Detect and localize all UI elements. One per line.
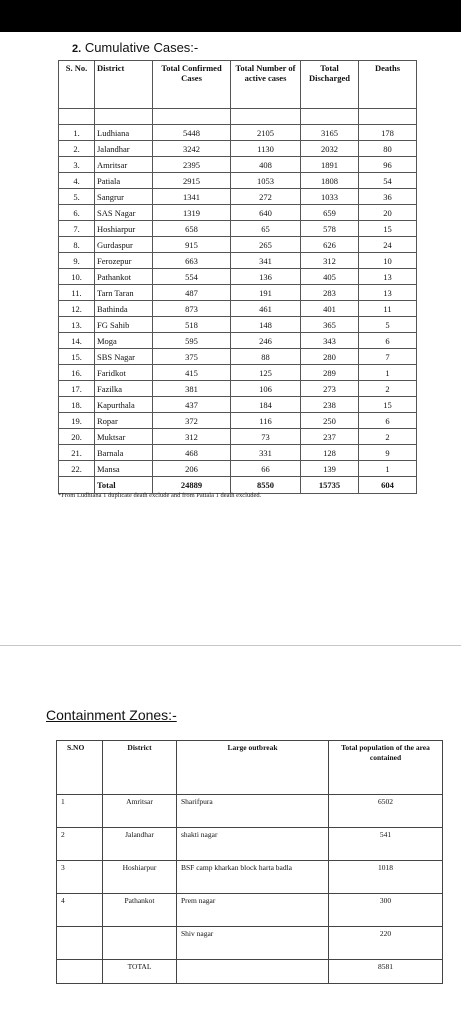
discharged-cell: 343: [301, 333, 359, 349]
sno-cell: 21.: [59, 445, 95, 461]
table-row: [59, 125, 417, 141]
section-number: 2.: [72, 43, 82, 55]
sno-cell: 4: [57, 894, 103, 927]
sno-cell: 19.: [59, 413, 95, 429]
district-cell: Mansa: [95, 461, 153, 477]
table-header-row: [59, 61, 417, 109]
table-row: [59, 253, 417, 269]
header-population: Total population of the area contained: [329, 741, 443, 795]
outbreak-cell: Shiv nagar: [177, 927, 329, 960]
sno-cell: 1.: [59, 125, 95, 141]
district-cell: Tarn Taran: [95, 285, 153, 301]
active-cell: 73: [231, 429, 301, 445]
discharged-cell: 365: [301, 317, 359, 333]
deaths-cell: 15: [359, 397, 417, 413]
confirmed-cell: 415: [153, 365, 231, 381]
table-row: [59, 285, 417, 301]
total-population-cell: 8581: [329, 960, 443, 984]
district-cell: Hoshiarpur: [95, 221, 153, 237]
confirmed-cell: 658: [153, 221, 231, 237]
table-row: [59, 237, 417, 253]
active-cell: 106: [231, 381, 301, 397]
confirmed-cell: 381: [153, 381, 231, 397]
discharged-cell: 283: [301, 285, 359, 301]
total-sno-cell: [57, 960, 103, 984]
district-cell: Muktsar: [95, 429, 153, 445]
sno-cell: 3.: [59, 157, 95, 173]
active-cell: 148: [231, 317, 301, 333]
deaths-cell: 13: [359, 285, 417, 301]
table-row: [57, 894, 443, 927]
header-sno: S. No.: [59, 61, 95, 109]
table-row: [59, 333, 417, 349]
district-cell: Pathankot: [103, 894, 177, 927]
total-row: [57, 960, 443, 984]
table-row: [59, 173, 417, 189]
deaths-cell: 9: [359, 445, 417, 461]
deaths-cell: 24: [359, 237, 417, 253]
district-cell: SBS Nagar: [95, 349, 153, 365]
confirmed-cell: 663: [153, 253, 231, 269]
total-sno-cell: [59, 477, 95, 494]
active-cell: 136: [231, 269, 301, 285]
header-deaths: Deaths: [359, 61, 417, 109]
table-row: [57, 861, 443, 894]
sno-cell: 12.: [59, 301, 95, 317]
outbreak-cell: shakti nagar: [177, 828, 329, 861]
sno-cell: 20.: [59, 429, 95, 445]
discharged-cell: 237: [301, 429, 359, 445]
header-sno: S.NO: [57, 741, 103, 795]
table-row: [59, 141, 417, 157]
discharged-cell: 289: [301, 365, 359, 381]
discharged-cell: 626: [301, 237, 359, 253]
population-cell: 541: [329, 828, 443, 861]
active-cell: 88: [231, 349, 301, 365]
sno-cell: 7.: [59, 221, 95, 237]
table-row: [59, 205, 417, 221]
table-row: [57, 795, 443, 828]
discharged-cell: 3165: [301, 125, 359, 141]
active-cell: 2105: [231, 125, 301, 141]
cumulative-cases-heading: [72, 40, 198, 55]
sno-cell: 3: [57, 861, 103, 894]
total-discharged-cell: 15735: [301, 477, 359, 494]
section-title: Cumulative Cases:-: [84, 40, 199, 55]
sno-cell: 16.: [59, 365, 95, 381]
sno-cell: 2.: [59, 141, 95, 157]
discharged-cell: 405: [301, 269, 359, 285]
confirmed-cell: 3242: [153, 141, 231, 157]
total-outbreak-cell: [177, 960, 329, 984]
sno-cell: 1: [57, 795, 103, 828]
sno-cell: 22.: [59, 461, 95, 477]
confirmed-cell: 5448: [153, 125, 231, 141]
sno-cell: 2: [57, 828, 103, 861]
active-cell: 184: [231, 397, 301, 413]
active-cell: 331: [231, 445, 301, 461]
sno-cell: [57, 927, 103, 960]
sno-cell: 14.: [59, 333, 95, 349]
active-cell: 1130: [231, 141, 301, 157]
discharged-cell: 578: [301, 221, 359, 237]
discharged-cell: 312: [301, 253, 359, 269]
confirmed-cell: 2915: [153, 173, 231, 189]
active-cell: 125: [231, 365, 301, 381]
discharged-cell: 1891: [301, 157, 359, 173]
district-cell: Moga: [95, 333, 153, 349]
population-cell: 300: [329, 894, 443, 927]
confirmed-cell: 312: [153, 429, 231, 445]
outbreak-cell: Sharifpura: [177, 795, 329, 828]
cumulative-cases-table: [58, 60, 417, 494]
district-cell: Sangrur: [95, 189, 153, 205]
confirmed-cell: 487: [153, 285, 231, 301]
table-row: [59, 349, 417, 365]
total-row: [59, 477, 417, 494]
table-row: [59, 461, 417, 477]
total-deaths-cell: 604: [359, 477, 417, 494]
table-row: [59, 413, 417, 429]
sno-cell: 5.: [59, 189, 95, 205]
containment-zones-heading: Containment Zones:-: [46, 707, 177, 723]
confirmed-cell: 375: [153, 349, 231, 365]
confirmed-cell: 873: [153, 301, 231, 317]
deaths-cell: 6: [359, 333, 417, 349]
discharged-cell: 238: [301, 397, 359, 413]
district-cell: SAS Nagar: [95, 205, 153, 221]
table-row: [57, 927, 443, 960]
sno-cell: 10.: [59, 269, 95, 285]
active-cell: 408: [231, 157, 301, 173]
district-cell: Patiala: [95, 173, 153, 189]
district-cell: Ferozepur: [95, 253, 153, 269]
district-cell: Faridkot: [95, 365, 153, 381]
table-row: [59, 269, 417, 285]
district-cell: Amritsar: [103, 795, 177, 828]
header-outbreak: Large outbreak: [177, 741, 329, 795]
discharged-cell: 280: [301, 349, 359, 365]
district-cell: Pathankot: [95, 269, 153, 285]
table-row: [59, 221, 417, 237]
active-cell: 116: [231, 413, 301, 429]
confirmed-cell: 206: [153, 461, 231, 477]
table-row: [59, 317, 417, 333]
sno-cell: 9.: [59, 253, 95, 269]
active-cell: 461: [231, 301, 301, 317]
active-cell: 246: [231, 333, 301, 349]
header-district: District: [95, 61, 153, 109]
table-row: [59, 365, 417, 381]
sno-cell: 4.: [59, 173, 95, 189]
total-district-cell: Total: [95, 477, 153, 494]
sno-cell: 13.: [59, 317, 95, 333]
deaths-cell: 1: [359, 461, 417, 477]
discharged-cell: 139: [301, 461, 359, 477]
total-district-cell: TOTAL: [103, 960, 177, 984]
deaths-cell: 96: [359, 157, 417, 173]
confirmed-cell: 915: [153, 237, 231, 253]
deaths-cell: 2: [359, 429, 417, 445]
table-row: [59, 381, 417, 397]
outbreak-cell: Prem nagar: [177, 894, 329, 927]
district-cell: Bathinda: [95, 301, 153, 317]
sno-cell: 18.: [59, 397, 95, 413]
total-active-cell: 8550: [231, 477, 301, 494]
top-status-bar: [0, 0, 461, 32]
table-row: [57, 828, 443, 861]
district-cell: Kapurthala: [95, 397, 153, 413]
district-cell: Ropar: [95, 413, 153, 429]
district-cell: Gurdaspur: [95, 237, 153, 253]
deaths-cell: 13: [359, 269, 417, 285]
confirmed-cell: 518: [153, 317, 231, 333]
active-cell: 341: [231, 253, 301, 269]
table-row: [59, 189, 417, 205]
active-cell: 640: [231, 205, 301, 221]
discharged-cell: 401: [301, 301, 359, 317]
active-cell: 66: [231, 461, 301, 477]
active-cell: 65: [231, 221, 301, 237]
deaths-cell: 7: [359, 349, 417, 365]
deaths-cell: 11: [359, 301, 417, 317]
district-cell: Fazilka: [95, 381, 153, 397]
sno-cell: 6.: [59, 205, 95, 221]
population-cell: 6502: [329, 795, 443, 828]
deaths-cell: 10: [359, 253, 417, 269]
outbreak-cell: BSF camp kharkan block harta badla: [177, 861, 329, 894]
header-active: Total Number of active cases: [231, 61, 301, 109]
header-confirmed: Total Confirmed Cases: [153, 61, 231, 109]
confirmed-cell: 372: [153, 413, 231, 429]
deaths-cell: 1: [359, 365, 417, 381]
discharged-cell: 1033: [301, 189, 359, 205]
confirmed-cell: 1341: [153, 189, 231, 205]
deaths-cell: 36: [359, 189, 417, 205]
sno-cell: 8.: [59, 237, 95, 253]
discharged-cell: 250: [301, 413, 359, 429]
sno-cell: 17.: [59, 381, 95, 397]
table-row: [59, 429, 417, 445]
confirmed-cell: 1319: [153, 205, 231, 221]
active-cell: 272: [231, 189, 301, 205]
confirmed-cell: 554: [153, 269, 231, 285]
active-cell: 265: [231, 237, 301, 253]
confirmed-cell: 468: [153, 445, 231, 461]
confirmed-cell: 2395: [153, 157, 231, 173]
active-cell: 191: [231, 285, 301, 301]
discharged-cell: 1808: [301, 173, 359, 189]
containment-zones-table: [56, 740, 443, 984]
district-cell: Jalandhar: [95, 141, 153, 157]
deaths-cell: 6: [359, 413, 417, 429]
header-district: District: [103, 741, 177, 795]
table-row: [59, 301, 417, 317]
table-row: [59, 397, 417, 413]
confirmed-cell: 437: [153, 397, 231, 413]
table-row: [59, 157, 417, 173]
district-cell: Jalandhar: [103, 828, 177, 861]
total-confirmed-cell: 24889: [153, 477, 231, 494]
page-divider: [0, 645, 461, 646]
deaths-cell: 2: [359, 381, 417, 397]
discharged-cell: 659: [301, 205, 359, 221]
active-cell: 1053: [231, 173, 301, 189]
population-cell: 220: [329, 927, 443, 960]
deaths-cell: 15: [359, 221, 417, 237]
deaths-cell: 20: [359, 205, 417, 221]
deaths-cell: 54: [359, 173, 417, 189]
header-discharged: Total Discharged: [301, 61, 359, 109]
population-cell: 1018: [329, 861, 443, 894]
discharged-cell: 2032: [301, 141, 359, 157]
table-row: [59, 445, 417, 461]
table-header-row: [57, 741, 443, 795]
district-cell: Hoshiarpur: [103, 861, 177, 894]
deaths-cell: 178: [359, 125, 417, 141]
district-cell: Ludhiana: [95, 125, 153, 141]
footnote: *From Ludhiana 1 duplicate death exclude and from Patiala 1 death excluded.: [58, 492, 262, 499]
spacer-row: [59, 109, 417, 125]
confirmed-cell: 595: [153, 333, 231, 349]
district-cell: [103, 927, 177, 960]
sno-cell: 11.: [59, 285, 95, 301]
deaths-cell: 5: [359, 317, 417, 333]
district-cell: FG Sahib: [95, 317, 153, 333]
discharged-cell: 273: [301, 381, 359, 397]
deaths-cell: 80: [359, 141, 417, 157]
discharged-cell: 128: [301, 445, 359, 461]
district-cell: Barnala: [95, 445, 153, 461]
sno-cell: 15.: [59, 349, 95, 365]
district-cell: Amritsar: [95, 157, 153, 173]
